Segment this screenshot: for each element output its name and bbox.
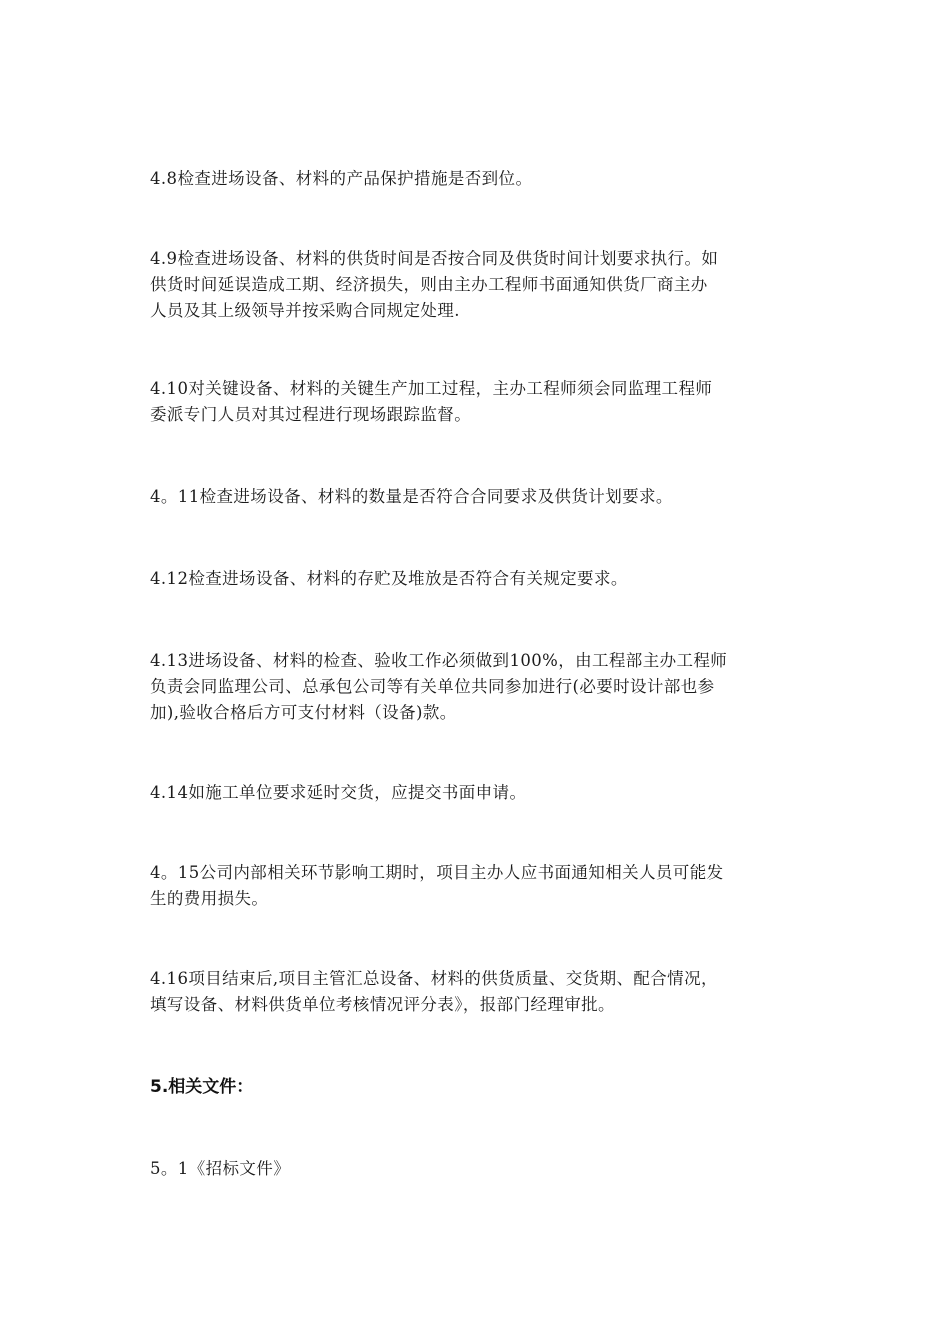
paragraph-4-14 [150,780,804,806]
paragraph-line: 供货时间延误造成工期、经济损失，则由主办工程师书面通知供货厂商主办 [150,275,708,294]
paragraph-line: 人员及其上级领导并按采购合同规定处理. [150,301,460,320]
paragraph-4-12 [150,566,804,592]
paragraph-4-8 [150,166,804,192]
paragraph-line: 4.8检查进场设备、材料的产品保护措施是否到位。 [150,169,533,188]
paragraph-line: 4.9检查进场设备、材料的供货时间是否按合同及供货时间计划要求执行。如 [150,249,719,268]
paragraph-line: 4.10对关键设备、材料的关键生产加工过程，主办工程师须会同监理工程师 [150,379,713,398]
section-heading: 5.相关文件： [150,1077,254,1097]
paragraph-line: 4.13进场设备、材料的检查、验收工作必须做到100%，由工程部主办工程师 [150,651,728,670]
paragraph-line: 4。11检查进场设备、材料的数量是否符合合同要求及供货计划要求。 [150,487,673,506]
paragraph-4-11 [150,484,804,510]
paragraph-line: 委派专门人员对其过程进行现场跟踪监督。 [150,405,472,424]
paragraph-4-9 [150,246,804,324]
paragraph-line: 加),验收合格后方可支付材料（设备)款。 [150,703,457,722]
paragraph-line: 填写设备、材料供货单位考核情况评分表》，报部门经理审批。 [150,995,615,1014]
paragraph-line: 5。1《招标文件》 [150,1159,291,1178]
paragraph-line: 4.12检查进场设备、材料的存贮及堆放是否符合有关规定要求。 [150,569,628,588]
paragraph-line: 生的费用损失。 [150,889,269,908]
paragraph-4-15 [150,860,804,912]
paragraph-4-13 [150,648,804,726]
paragraph-line: 4.16项目结束后,项目主管汇总设备、材料的供货质量、交货期、配合情况， [150,969,718,988]
paragraph-4-10 [150,376,804,428]
paragraph-4-16 [150,966,804,1018]
paragraph-line: 4.14如施工单位要求延时交货，应提交书面申请。 [150,783,527,802]
paragraph-line: 4。15公司内部相关环节影响工期时，项目主办人应书面通知相关人员可能发 [150,863,724,882]
section-item-5-1 [150,1156,804,1182]
paragraph-line: 负责会同监理公司、总承包公司等有关单位共同参加进行(必要时设计部也参 [150,677,715,696]
